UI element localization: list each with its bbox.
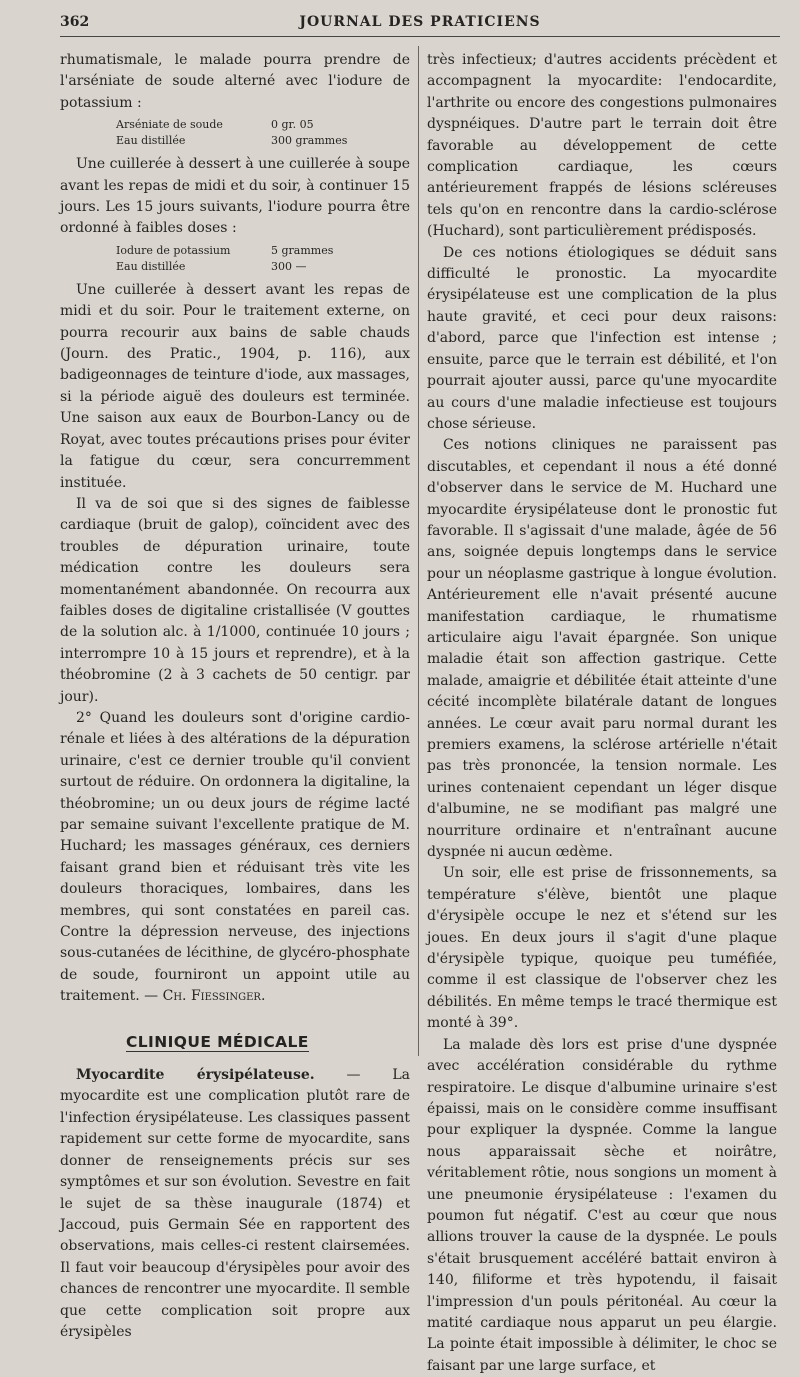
column-divider <box>418 46 419 1056</box>
article-title: Myocardite érysipélateuse. <box>76 1067 315 1084</box>
prescription-row <box>116 117 410 133</box>
article-text: — La myocardite est une complication plutôt rare de l'infection érysipélateuse. Les classiques passent rapidement sur cette forme de myocardite, sans donner de renseignements précis sur ses symptômes et sur son évolution. Sevestre en fait le sujet de sa thèse inaugurale (1874) et Jaccoud, puis Germain Sée en rapportent des observations, mais celles-ci restent clairsemées. Il faut voir beaucoup d'érysipèles pour avoir des chances de rencontrer une myocardite. Il semble que cette complication soit propre aux érysipèles <box>60 1067 411 1340</box>
prescription-row <box>116 243 410 259</box>
ingredient-dose: 300 grammes <box>271 134 348 148</box>
section-title: CLINIQUE MÉDICALE <box>126 1032 309 1051</box>
ingredient-dose: 5 grammes <box>271 243 334 257</box>
ingredient-name: Arséniate de soude <box>116 118 223 132</box>
right-paragraph-2: De ces notions étiologiques se déduit sans difficulté le pronostic. La myocardite érysipélateuse est une complication de la plus haute gravité, et ceci pour deux raisons: d'abord, parce que l'infection est intense ; ensuite, parce que le terrain est débilité, et l'on pourrait ajouter aussi, parce qu'une myocardite au cours d'une maladie infectieuse est toujours chose sérieuse. <box>427 244 777 432</box>
left-paragraph-3: Une cuillerée à dessert avant les repas de midi et du soir. Pour le traitement externe, on pourra recourir aux bains de sable chauds (Journ. des Pratic., 1904, p. 116), aux badigeonnages de teinture d'iode, aux massages, si la période aiguë des douleurs est terminée. Une saison aux eaux de Bourbon-Lancy ou de Royat, avec toutes précautions prises pour éviter la fatigue du cœur, sera concurremment instituée. <box>60 281 410 491</box>
right-paragraph-4: Un soir, elle est prise de frissonnements, sa température s'élève, bientôt une plaque d'érysipèle occupe le nez et s'étend sur les joues. En deux jours il s'agit d'une plaque d'érysipèle typique, quoique peu tuméfiée, comme il est classique de l'observer chez les débilités. En même temps le tracé thermique est monté à 39°. <box>427 865 777 1032</box>
ingredient-name: Eau distillée <box>116 259 186 273</box>
prescription-2 <box>116 243 410 275</box>
left-paragraph-5 <box>60 708 410 1008</box>
right-paragraph-5: La malade dès lors est prise d'une dyspnée avec accélération considérable du rythme respiratoire. Le disque d'albumine urinaire s'est épaissi, mais on le considère comme insuffisant pour expliquer la dyspnée. Comme la langue nous apparaissait sèche et noirâtre, véritablement rôtie, nous songions un moment à une pneumonie érysipélateuse : l'examen du poumon fut négatif. C'est au cœur que nous allions trouver la cause de la dyspnée. Le pouls s'était brusquement accéléré battait environ à 140, filiforme et très hypotendu, il faisait l'impression d'un pouls péritonéal. Au cœur la matité cardiaque nous apparut un peu élargie. La pointe était impossible à délimiter, le choc se faisant par une large surface, et <box>427 1036 777 1374</box>
paragraph-text: 2° Quand les douleurs sont d'origine cardio-rénale et liées à des altérations de la dépuration urinaire, c'est ce dernier trouble qu'il convient surtout de réduire. On ordonnera la digitaline, la théobromine; un ou deux jours de régime lacté par semaine suivant l'excellente pratique de M. Huchard; les massages généraux, ces derniers faisant grand bien et réduisant très vite les douleurs thoraciques, lombaires, dans les membres, qui sont constatées en pareil cas. Contre la dépression nerveuse, des injections sous-cutanées de lécithine, de glycéro-phosphate de soude, fourniront un appoint utile au traitement. — <box>60 709 410 1005</box>
ingredient-name: Eau distillée <box>116 134 186 148</box>
section-heading <box>126 1032 410 1053</box>
left-column <box>60 50 410 1343</box>
right-column <box>427 50 777 1377</box>
page-number: 362 <box>60 14 90 30</box>
right-paragraph-3: Ces notions cliniques ne paraissent pas discutables, et cependant il nous a été donné d'observer dans le service de M. Huchard une myocardite érysipélateuse dont le pronostic fut favorable. Il s'agissait d'une malade, âgée de 56 ans, soignée depuis longtemps dans le service pour un néoplasme gastrique à longue évolution. Antérieurement elle n'avait présenté aucune manifestation cardiaque, le rhumatisme articulaire aigu l'avait épargnée. Son unique maladie était son affection gastrique. Cette malade, amaigrie et débilitée était atteinte d'une cécité incomplète bilatérale datant de longues années. Le cœur avait paru normal durant les premiers examens, la sclérose artérielle n'était pas très prononcée, la tension normale. Les urines contenaient cependant un léger disque d'albumine, ne se modifiant pas malgré une nourriture ordinaire et n'entraînant aucune dyspnée ni aucun œdème. <box>427 437 777 861</box>
journal-title: JOURNAL DES PRATICIENS <box>299 14 541 30</box>
ingredient-dose: 0 gr. 05 <box>271 118 314 132</box>
prescription-row <box>116 259 410 275</box>
left-paragraph-4: Il va de soi que si des signes de faiblesse cardiaque (bruit de galop), coïncident avec des troubles de dépuration urinaire, toute médication contre les douleurs sera momentanément abandonnée. On recourra aux faibles doses de digitaline cristallisée (V gouttes de la solution alc. à 1/1000, continuée 10 jours ; interrompre 10 à 15 jours et reprendre), et à la théobromine (2 à 3 cachets de 50 centigr. par jour). <box>60 495 410 705</box>
article-intro <box>60 1065 410 1343</box>
ingredient-dose: 300 — <box>271 259 307 273</box>
left-paragraph-2: Une cuillerée à dessert à une cuillerée à soupe avant les repas de midi et du soir, à continuer 15 jours. Les 15 jours suivants, l'iodure pourra être ordonné à faibles doses : <box>60 156 410 237</box>
left-paragraph-1: rhumatismale, le malade pourra prendre de l'arséniate de soude alterné avec l'iodure de potassium : <box>60 52 410 111</box>
running-header <box>60 14 780 37</box>
prescription-1 <box>116 117 410 149</box>
right-paragraph-1: très infectieux; d'autres accidents précèdent et accompagnent la myocardite: l'endocardite, l'arthrite ou encore des congestions pulmonaires dyspnéiques. D'autre part le terrain doit être favorable au développement de cette complication cardiaque, les cœurs antérieurement frappés de lésions scléreuses tels qu'on en rencontre dans la cardio-sclérose (Huchard), sont particulièrement prédisposés. <box>427 52 777 240</box>
prescription-row <box>116 133 410 149</box>
author-signature: Ch. Fiessinger. <box>162 988 266 1005</box>
ingredient-name: Iodure de potassium <box>116 243 231 257</box>
